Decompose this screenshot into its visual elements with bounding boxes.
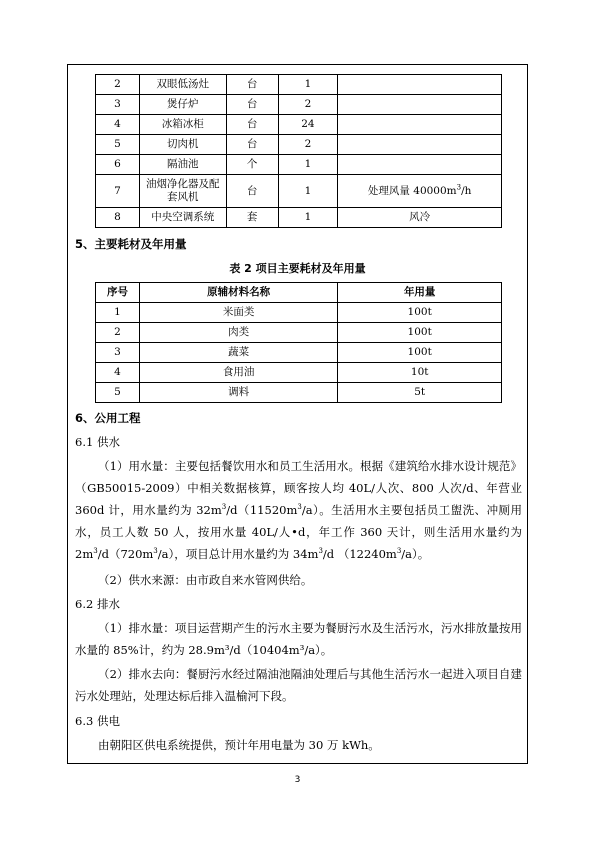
cell-qty: 2 [278,95,338,115]
table-row [96,135,502,155]
table-row [96,175,502,208]
cell-qty: 1 [278,208,338,228]
water-usage-paragraph: （1）用水量：主要包括餐饮用水和员工生活用水。根据《建筑给水排水设计规范》（GB50015-2009）中相关数据核算，顾客按人均 40L/人次、800 人次/d、年营业 360d 计，用水量约为 $32m^3/d(11520m^3/a)$。生活用水主要包括员工盥洗、冲厕用水，员工人数 50 人，按用水量 40L/人•d，年工作 360 天计，则生活用水量约为 $2m^3/d(720m^3/a)$，项目总计用水量约为 $34m^3/d$ $(12240m^3/a)$。 [75,459,522,561]
table-row [96,155,502,175]
cell-no: 8 [96,208,140,228]
materials-table [95,282,502,403]
header-name: 原辅材料名称 [139,283,337,303]
cell-qty: 100t [338,303,502,323]
cell-unit: 台 [226,175,278,208]
cell-note: 处理风量 $40000m^3/h$ [338,175,502,208]
cell-unit: 套 [226,208,278,228]
section-6-1-title: 6.1 供水 [75,435,120,449]
cell-qty: 1 [278,75,338,95]
table-row [96,383,502,403]
cell-no: 3 [96,343,140,363]
cell-name: 双眼低汤灶 [139,75,226,95]
header-qty: 年用量 [338,283,502,303]
table-row [96,323,502,343]
cell-unit: 台 [226,75,278,95]
table-row [96,208,502,228]
cell-name: 冰箱冰柜 [139,115,226,135]
cell-no: 4 [96,115,140,135]
cell-no: 6 [96,155,140,175]
power-supply-paragraph: 由朝阳区供电系统提供，预计年用电量为 30 万 kWh。 [98,738,380,752]
page-number: 3 [294,775,301,785]
cell-name: 煲仔炉 [139,95,226,115]
water-source-paragraph: （2）供水来源：由市政自来水管网供给。 [98,573,313,587]
cell-qty: 1 [278,155,338,175]
cell-no: 2 [96,75,140,95]
cell-no: 5 [96,383,140,403]
cell-no: 7 [96,175,140,208]
cell-name: 隔油池 [139,155,226,175]
cell-name: 调料 [139,383,337,403]
cell-note [338,95,502,115]
cell-no: 1 [96,303,140,323]
cell-unit: 台 [226,95,278,115]
drainage-volume-paragraph: （1）排水量：项目运营期产生的污水主要为餐厨污水及生活污水，污水排放量按用水量的 85%计，约为 28.9m³/d（10404m³/a）。 [75,621,522,657]
table-row [96,115,502,135]
equipment-table [95,74,502,228]
cell-no: 5 [96,135,140,155]
cell-no: 2 [96,323,140,343]
table-row [96,363,502,383]
cell-name: 肉类 [139,323,337,343]
table-row [96,95,502,115]
cell-name: 切肉机 [139,135,226,155]
table-header-row [96,283,502,303]
cell-qty: 1 [278,175,338,208]
cell-name: 食用油 [139,363,337,383]
cell-name: 中央空调系统 [139,208,226,228]
cell-name: 蔬菜 [139,343,337,363]
drainage-destination-paragraph: （2）排水去向：餐厨污水经过隔油池隔油处理后与其他生活污水一起进入项目自建污水处理站，处理达标后排入温榆河下段。 [75,667,522,703]
table-row [96,303,502,323]
section-5-title: 5、主要耗材及年用量 [75,237,187,251]
cell-note: 风冷 [338,208,502,228]
table-row [96,343,502,363]
cell-unit: 台 [226,135,278,155]
cell-qty: 5t [338,383,502,403]
cell-name: 油烟净化器及配套风机 [139,175,226,208]
cell-qty: 100t [338,343,502,363]
cell-note [338,75,502,95]
section-6-3-title: 6.3 供电 [75,714,120,728]
cell-qty: 24 [278,115,338,135]
table2-caption: 表 2 项目主要耗材及年用量 [229,262,366,275]
cell-unit: 台 [226,115,278,135]
cell-note [338,115,502,135]
cell-qty: 2 [278,135,338,155]
section-6-title: 6、公用工程 [75,411,141,425]
section-6-2-title: 6.2 排水 [75,597,120,611]
cell-name: 米面类 [139,303,337,323]
header-no: 序号 [96,283,140,303]
table-row [96,75,502,95]
cell-no: 3 [96,95,140,115]
cell-unit: 个 [226,155,278,175]
cell-note [338,155,502,175]
cell-qty: 100t [338,323,502,343]
cell-note [338,135,502,155]
cell-no: 4 [96,363,140,383]
cell-qty: 10t [338,363,502,383]
